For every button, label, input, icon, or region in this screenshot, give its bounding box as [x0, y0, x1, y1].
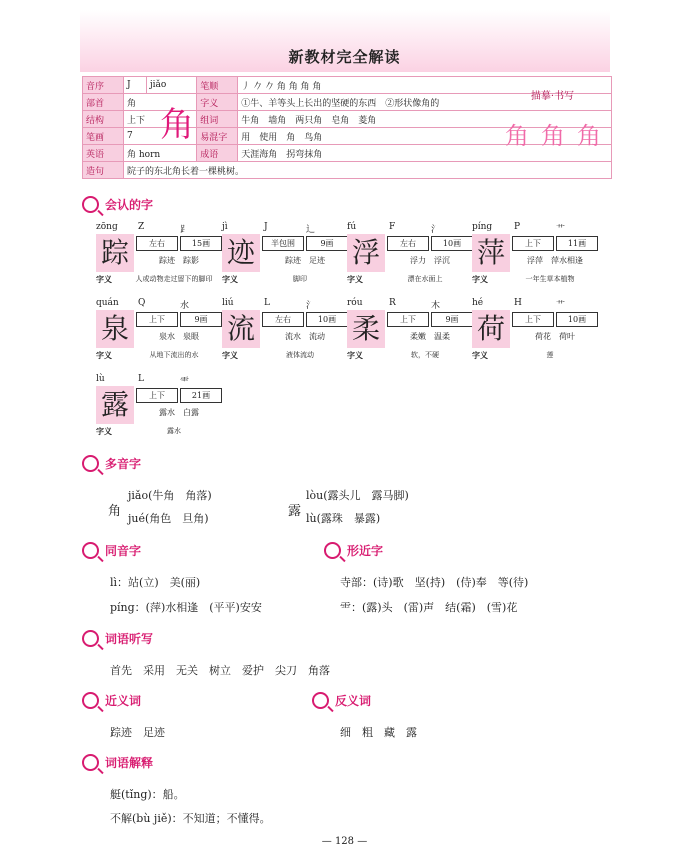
card-ziyi-label: 字义: [472, 350, 488, 360]
card-character: 荷: [472, 310, 510, 348]
card-structure: 上下: [136, 388, 178, 403]
jieshi-ting: 艇(tǐng)：船。: [110, 788, 185, 801]
card-strokes: 15画: [180, 236, 222, 251]
card-character: 踪: [96, 234, 134, 272]
card-pinyin: píng: [472, 222, 493, 232]
card-pinyin: hé: [472, 298, 484, 308]
card-strokes: 9画: [306, 236, 348, 251]
section-tingxie-title: 词语听写: [105, 632, 154, 646]
zaoju-value: 院子的东北角长着一棵桃树。: [124, 162, 612, 179]
section-xingjin: [324, 542, 383, 559]
card-ziyi-label: 字义: [96, 274, 112, 284]
card-pinyin: jì: [222, 222, 228, 232]
section-tongyin-title: 同音字: [105, 544, 142, 558]
card-ziyi-text: 液体流动: [286, 351, 314, 359]
label-zuci: 组词: [197, 111, 238, 128]
label-bushou: 部首: [83, 94, 124, 111]
card-yinxu: H: [514, 298, 522, 308]
jinyi-words: 踪迹 足迹: [110, 726, 165, 739]
card-pinyin-row: [222, 222, 348, 234]
card-pinyin-row: [472, 298, 598, 310]
section-jinyi-title: 近义词: [105, 694, 142, 708]
card-structure: 上下: [512, 236, 554, 251]
section-duoyin-title: 多音字: [105, 457, 142, 471]
jiegou-value: 上下: [124, 111, 197, 128]
section-tingxie: [82, 630, 153, 647]
main-character: 角: [160, 105, 194, 145]
card-ziyi-label: 字义: [347, 274, 363, 284]
section-huiren-title: 会认的字: [105, 198, 154, 212]
card-character: 浮: [347, 234, 385, 272]
ziyi-value: ①牛、羊等头上长出的坚硬的东西 ②形状像角的: [238, 94, 612, 111]
magnifier-icon: [324, 542, 341, 559]
card-character: 泉: [96, 310, 134, 348]
label-bihua: 笔画: [83, 128, 124, 145]
page-number: — 128 —: [321, 836, 368, 847]
card-structure: 上下: [136, 312, 178, 327]
card-strokes: 21画: [180, 388, 222, 403]
section-fanyi-title: 反义词: [335, 694, 372, 708]
duoyin-jue: jué(角色 旦角): [128, 512, 209, 525]
card-ziyi-text: 人或动物走过留下的脚印: [135, 275, 213, 283]
card-ziyi-text: 莲: [546, 351, 554, 359]
card-bushou: ⻗: [180, 377, 190, 387]
char-card: [96, 222, 222, 296]
char-card: [222, 298, 348, 372]
jieshi-bujie: 不解(bù jiě)：不知道；不懂得。: [110, 812, 271, 825]
card-pinyin: lù: [96, 374, 105, 384]
card-bushou: ⻊: [180, 225, 190, 235]
card-bushou: 艹: [556, 301, 566, 311]
yingyu-value: 角 horn: [124, 145, 197, 162]
card-words: 泉水 泉眼: [159, 332, 199, 341]
card-words: 流水 流动: [285, 332, 325, 341]
chengyu-value: 天涯海角 拐弯抹角: [238, 145, 612, 162]
char-card: [472, 222, 598, 296]
card-structure: 左右: [387, 236, 429, 251]
card-strokes: 10画: [431, 236, 473, 251]
card-strokes: 11画: [556, 236, 598, 251]
magnifier-icon: [82, 754, 99, 771]
card-ziyi-text: 一年生草本植物: [525, 275, 575, 283]
card-ziyi-text: 脚印: [293, 275, 307, 283]
section-huiren: [82, 196, 153, 213]
card-strokes: 9画: [431, 312, 473, 327]
card-structure: 半包围: [262, 236, 304, 251]
card-ziyi-text: 漂在水面上: [407, 275, 443, 283]
yihunzi-value: 用 使用 角 鸟角: [238, 128, 612, 145]
tongyin-li: lì：站(立) 美(丽): [110, 576, 201, 589]
card-pinyin-row: [347, 222, 473, 234]
card-pinyin: quán: [96, 298, 119, 308]
copy-label: 描摹·书写: [530, 91, 575, 102]
section-xingjin-title: 形近字: [347, 544, 384, 558]
xingjin-si: 寺部：(诗)歌 坚(持) (侍)奉 等(待): [340, 576, 529, 589]
card-structure: 上下: [512, 312, 554, 327]
duoyin-char-2: 露: [288, 504, 302, 519]
card-words: 浮力 浮沉: [410, 256, 450, 265]
xingjin-yu: ⻗：(露)头 (雷)声 结(霜) (雪)花: [340, 601, 518, 614]
section-jieshi: [82, 754, 153, 771]
card-character: 萍: [472, 234, 510, 272]
duoyin-char-1: 角: [108, 504, 122, 519]
card-bushou: 木: [431, 301, 441, 311]
char-card: [472, 298, 598, 372]
page-title: 新教材完全解读: [288, 48, 401, 66]
magnifier-icon: [82, 455, 99, 472]
card-pinyin: liú: [222, 298, 234, 308]
card-yinxu: L: [264, 298, 270, 308]
card-yinxu: F: [389, 222, 396, 232]
card-yinxu: R: [389, 298, 396, 308]
label-ziyi: 字义: [197, 94, 238, 111]
card-structure: 左右: [262, 312, 304, 327]
card-words: 露水 白露: [159, 408, 199, 417]
duoyin-lou: lòu(露头儿 露马脚): [306, 489, 409, 502]
card-ziyi-label: 字义: [472, 274, 488, 284]
label-yingyu: 英语: [83, 145, 124, 162]
card-ziyi-text: 从地下流出的水: [149, 351, 199, 359]
tingxie-words: 首先 采用 无关 树立 爱护 尖刀 角落: [110, 664, 330, 677]
card-yinxu: Z: [138, 222, 145, 232]
magnifier-icon: [82, 692, 99, 709]
card-pinyin-row: [347, 298, 473, 310]
label-yinxu: 音序: [83, 77, 124, 94]
card-bushou: 氵: [431, 225, 441, 235]
magnifier-icon: [82, 196, 99, 213]
card-pinyin-row: [222, 298, 348, 310]
magnifier-icon: [312, 692, 329, 709]
duoyin-lu: lù(露珠 暴露): [306, 512, 381, 525]
card-yinxu: Q: [138, 298, 146, 308]
card-character: 露: [96, 386, 134, 424]
card-character: 迹: [222, 234, 260, 272]
tongyin-ping: píng：(萍)水相逢 (平平)安安: [110, 601, 262, 614]
bishun-value: 丿 𠂊 𠂊 角 角 角 角: [238, 77, 612, 94]
section-jinyi: [82, 692, 141, 709]
card-ziyi-label: 字义: [96, 426, 112, 436]
card-yinxu: J: [264, 222, 268, 232]
char-card: [347, 222, 473, 296]
card-yinxu: P: [514, 222, 521, 232]
card-structure: 上下: [387, 312, 429, 327]
card-words: 柔嫩 温柔: [410, 332, 450, 341]
card-pinyin-row: [96, 222, 222, 234]
card-pinyin: róu: [347, 298, 363, 308]
section-duoyin: [82, 455, 141, 472]
card-words: 踪迹 足迹: [285, 256, 325, 265]
card-pinyin: fú: [347, 222, 357, 232]
section-tongyin: [82, 542, 141, 559]
label-bishun: 笔顺: [197, 77, 238, 94]
card-strokes: 10画: [556, 312, 598, 327]
zuci-value: 牛角 墙角 两只角 皂角 菱角: [238, 111, 612, 128]
magnifier-icon: [82, 630, 99, 647]
card-strokes: 9画: [180, 312, 222, 327]
card-ziyi-label: 字义: [222, 274, 238, 284]
card-words: 踪迹 踪影: [159, 256, 199, 265]
card-bushou: 氵: [306, 301, 316, 311]
card-pinyin: zōng: [96, 222, 118, 232]
card-bushou: 水: [180, 301, 190, 311]
card-ziyi-text: 软，不硬: [411, 351, 439, 359]
label-chengyu: 成语: [197, 145, 238, 162]
duoyin-jiao: jiǎo(牛角 角落): [128, 489, 212, 502]
card-bushou: 艹: [556, 225, 566, 235]
bushou-value: 角: [124, 94, 197, 111]
char-card: [96, 298, 222, 372]
card-ziyi-text: 露水: [167, 427, 181, 435]
fanyi-words: 细 粗 藏 露: [340, 726, 417, 739]
card-yinxu: L: [138, 374, 144, 384]
char-card: [222, 222, 348, 296]
card-words: 浮萍 萍水相逢: [527, 256, 583, 265]
card-ziyi-label: 字义: [96, 350, 112, 360]
section-fanyi: [312, 692, 371, 709]
card-ziyi-label: 字义: [222, 350, 238, 360]
card-pinyin-row: [96, 374, 222, 386]
bihua-value: 7: [124, 128, 197, 145]
card-structure: 左右: [136, 236, 178, 251]
label-jiegou: 结构: [83, 111, 124, 128]
card-bushou: 辶: [306, 225, 316, 235]
char-card: [96, 374, 222, 448]
card-words: 荷花 荷叶: [535, 332, 575, 341]
label-zaoju: 造句: [83, 162, 124, 179]
char-card: [347, 298, 473, 372]
label-yihunzi: 易混字: [197, 128, 238, 145]
card-character: 柔: [347, 310, 385, 348]
copy-characters: 角角角: [505, 122, 613, 150]
section-jieshi-title: 词语解释: [105, 756, 154, 770]
pinyin-value: jiǎo: [146, 77, 196, 94]
card-character: 流: [222, 310, 260, 348]
card-pinyin-row: [472, 222, 598, 234]
card-ziyi-label: 字义: [347, 350, 363, 360]
yinxu-value: J: [124, 77, 147, 94]
magnifier-icon: [82, 542, 99, 559]
card-pinyin-row: [96, 298, 222, 310]
card-strokes: 10画: [306, 312, 348, 327]
